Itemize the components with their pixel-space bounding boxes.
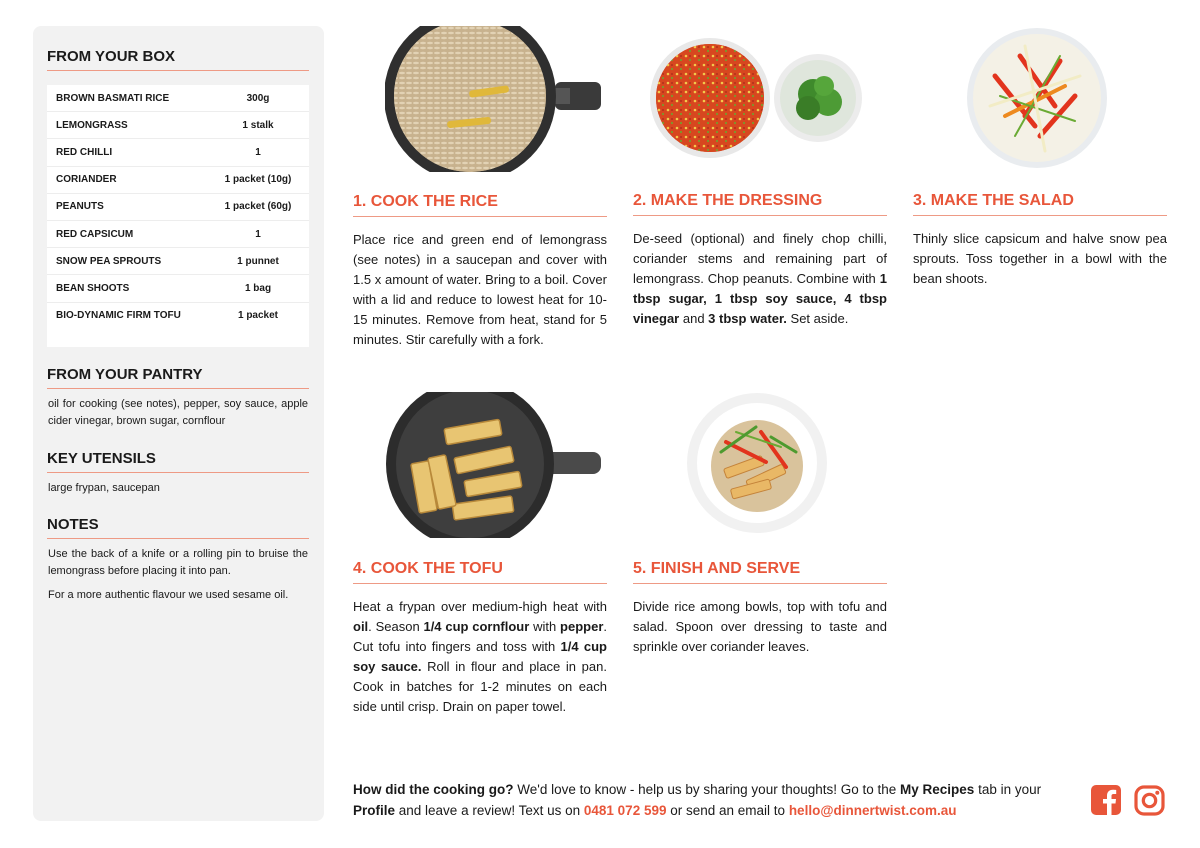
email-link[interactable]: hello@dinnertwist.com.au: [788, 803, 957, 818]
note-paragraph: For a more authentic flavour we used sesame oil.: [48, 589, 289, 601]
ingredient-name: BIO-DYNAMIC FIRM TOFU: [56, 310, 181, 322]
ingredient-name: LEMONGRASS: [56, 119, 128, 131]
step-2-bold: 1 tbsp sugar, 1 tbsp soy sauce, 4 tbsp vinegar: [633, 271, 887, 326]
step-2-bold: 3 tbsp water.: [708, 311, 787, 326]
footer-text: and leave a review! Text us on: [395, 803, 584, 818]
step-3-text: Thinly slice capsicum and halve snow pea sprouts. Toss together in a bowl with the bean shoots.: [913, 231, 1167, 286]
step-1-text: Place rice and green end of lemongrass (see notes) in a saucepan and cover with 1.5 x amount of water. Bring to a boil. Cover with a lid and reduce to lowest heat for 10-15 minutes. Remove from heat, stand for 5 minutes. Stir carefully with a fork.: [353, 232, 607, 347]
ingredient-row: [47, 139, 309, 166]
step-4-bold: oil: [353, 619, 369, 634]
step-2-body: [633, 229, 887, 329]
step-1-body: [353, 230, 607, 350]
notes-heading: NOTES: [47, 516, 309, 539]
instagram-icon[interactable]: [1134, 785, 1165, 816]
tofu-frypan-photo: [385, 392, 603, 538]
facebook-icon[interactable]: [1091, 785, 1121, 815]
ingredient-row: [47, 112, 309, 139]
pantry-items: oil for cooking (see notes), pepper, soy sauce, apple cider vinegar, brown sugar, cornflour: [48, 398, 308, 427]
ingredient-name: BEAN SHOOTS: [56, 282, 130, 294]
step-4-text: . Season: [368, 619, 424, 634]
key-utensils-heading: KEY UTENSILS: [47, 450, 309, 473]
ingredients-table: [47, 85, 309, 347]
footer-text: We'd love to know - help us by sharing your thoughts! Go to the: [513, 782, 901, 797]
ingredient-row: [47, 303, 309, 329]
ingredient-name: RED CAPSICUM: [56, 228, 134, 240]
ingredient-qty: 1: [255, 146, 261, 158]
step-4-text: Roll in flour and place in pan. Cook in batches for 1-2 minutes on each side until crisp. Drain on paper towel.: [353, 659, 607, 714]
ingredient-row: [47, 275, 309, 302]
step-2-text: and: [679, 311, 709, 326]
step-5-text: Divide rice among bowls, top with tofu and salad. Spoon over dressing to taste and sprinkle over coriander leaves.: [633, 599, 887, 654]
step-4-bold: 1/4 cup cornflour: [423, 619, 530, 634]
step-2-title: 2. MAKE THE DRESSING: [633, 192, 887, 216]
utensils-items: large frypan, saucepan: [48, 482, 160, 494]
ingredient-name: PEANUTS: [56, 201, 104, 213]
ingredient-qty: 1 packet (10g): [224, 174, 292, 186]
my-recipes-link[interactable]: My Recipes: [900, 782, 975, 797]
ingredient-qty: 1 stalk: [242, 119, 274, 131]
ingredient-qty: 1: [255, 228, 261, 240]
ingredient-qty: 300g: [246, 92, 270, 104]
rice-pot-photo: [385, 26, 605, 172]
step-2-text: De-seed (optional) and finely chop chilli, coriander stems and remaining part of lemongrass. Chop peanuts. Combine with: [633, 231, 887, 286]
step-4-text: . Cut tofu into fingers and toss with: [353, 619, 607, 654]
ingredient-row: [47, 221, 309, 248]
sidebar: [33, 26, 324, 821]
utensils-text: [48, 480, 308, 504]
dressing-photo: [648, 36, 868, 162]
ingredient-qty: 1 packet: [237, 310, 279, 322]
step-3-body: [913, 229, 1167, 289]
ingredient-name: SNOW PEA SPROUTS: [56, 255, 162, 267]
step-3-title: 3. MAKE THE SALAD: [913, 192, 1167, 216]
footer-text: or send an email to: [666, 803, 789, 818]
ingredient-row: [47, 194, 309, 221]
ingredient-qty: 1 packet (60g): [224, 201, 292, 213]
salad-photo: [965, 26, 1109, 170]
ingredient-name: BROWN BASMATI RICE: [56, 92, 170, 104]
from-your-box-heading: FROM YOUR BOX: [47, 48, 309, 71]
note-paragraph: Use the back of a knife or a rolling pin to bruise the lemongrass before placing it into pan.: [48, 548, 308, 577]
feedback-footer: [353, 779, 1073, 821]
step-4-text: Heat a frypan over medium-high heat with: [353, 599, 607, 614]
profile-link[interactable]: Profile: [353, 803, 396, 818]
step-4-text: with: [529, 619, 561, 634]
step-5-title: 5. FINISH AND SERVE: [633, 560, 887, 584]
finished-dish-photo: [686, 392, 828, 534]
ingredient-row: [47, 248, 309, 275]
notes-text: [48, 546, 308, 611]
footer-text: tab in your: [974, 782, 1042, 797]
step-4-body: [353, 597, 607, 717]
step-4-title: 4. COOK THE TOFU: [353, 560, 607, 584]
pantry-text: [48, 396, 308, 437]
step-5-body: [633, 597, 887, 657]
ingredient-row: [47, 85, 309, 112]
ingredient-name: CORIANDER: [56, 174, 117, 186]
ingredient-name: RED CHILLI: [56, 146, 113, 158]
footer-question: How did the cooking go?: [353, 782, 514, 797]
ingredient-row: [47, 167, 309, 194]
step-2-text: Set aside.: [786, 311, 849, 326]
step-4-bold: 1/4 cup soy sauce.: [353, 639, 607, 674]
step-4-bold: pepper: [560, 619, 604, 634]
from-your-pantry-heading: FROM YOUR PANTRY: [47, 366, 309, 389]
ingredient-qty: 1 bag: [244, 282, 272, 294]
ingredient-qty: 1 punnet: [237, 255, 279, 267]
step-1-title: 1. COOK THE RICE: [353, 193, 607, 217]
phone-link[interactable]: 0481 072 599: [583, 803, 667, 818]
